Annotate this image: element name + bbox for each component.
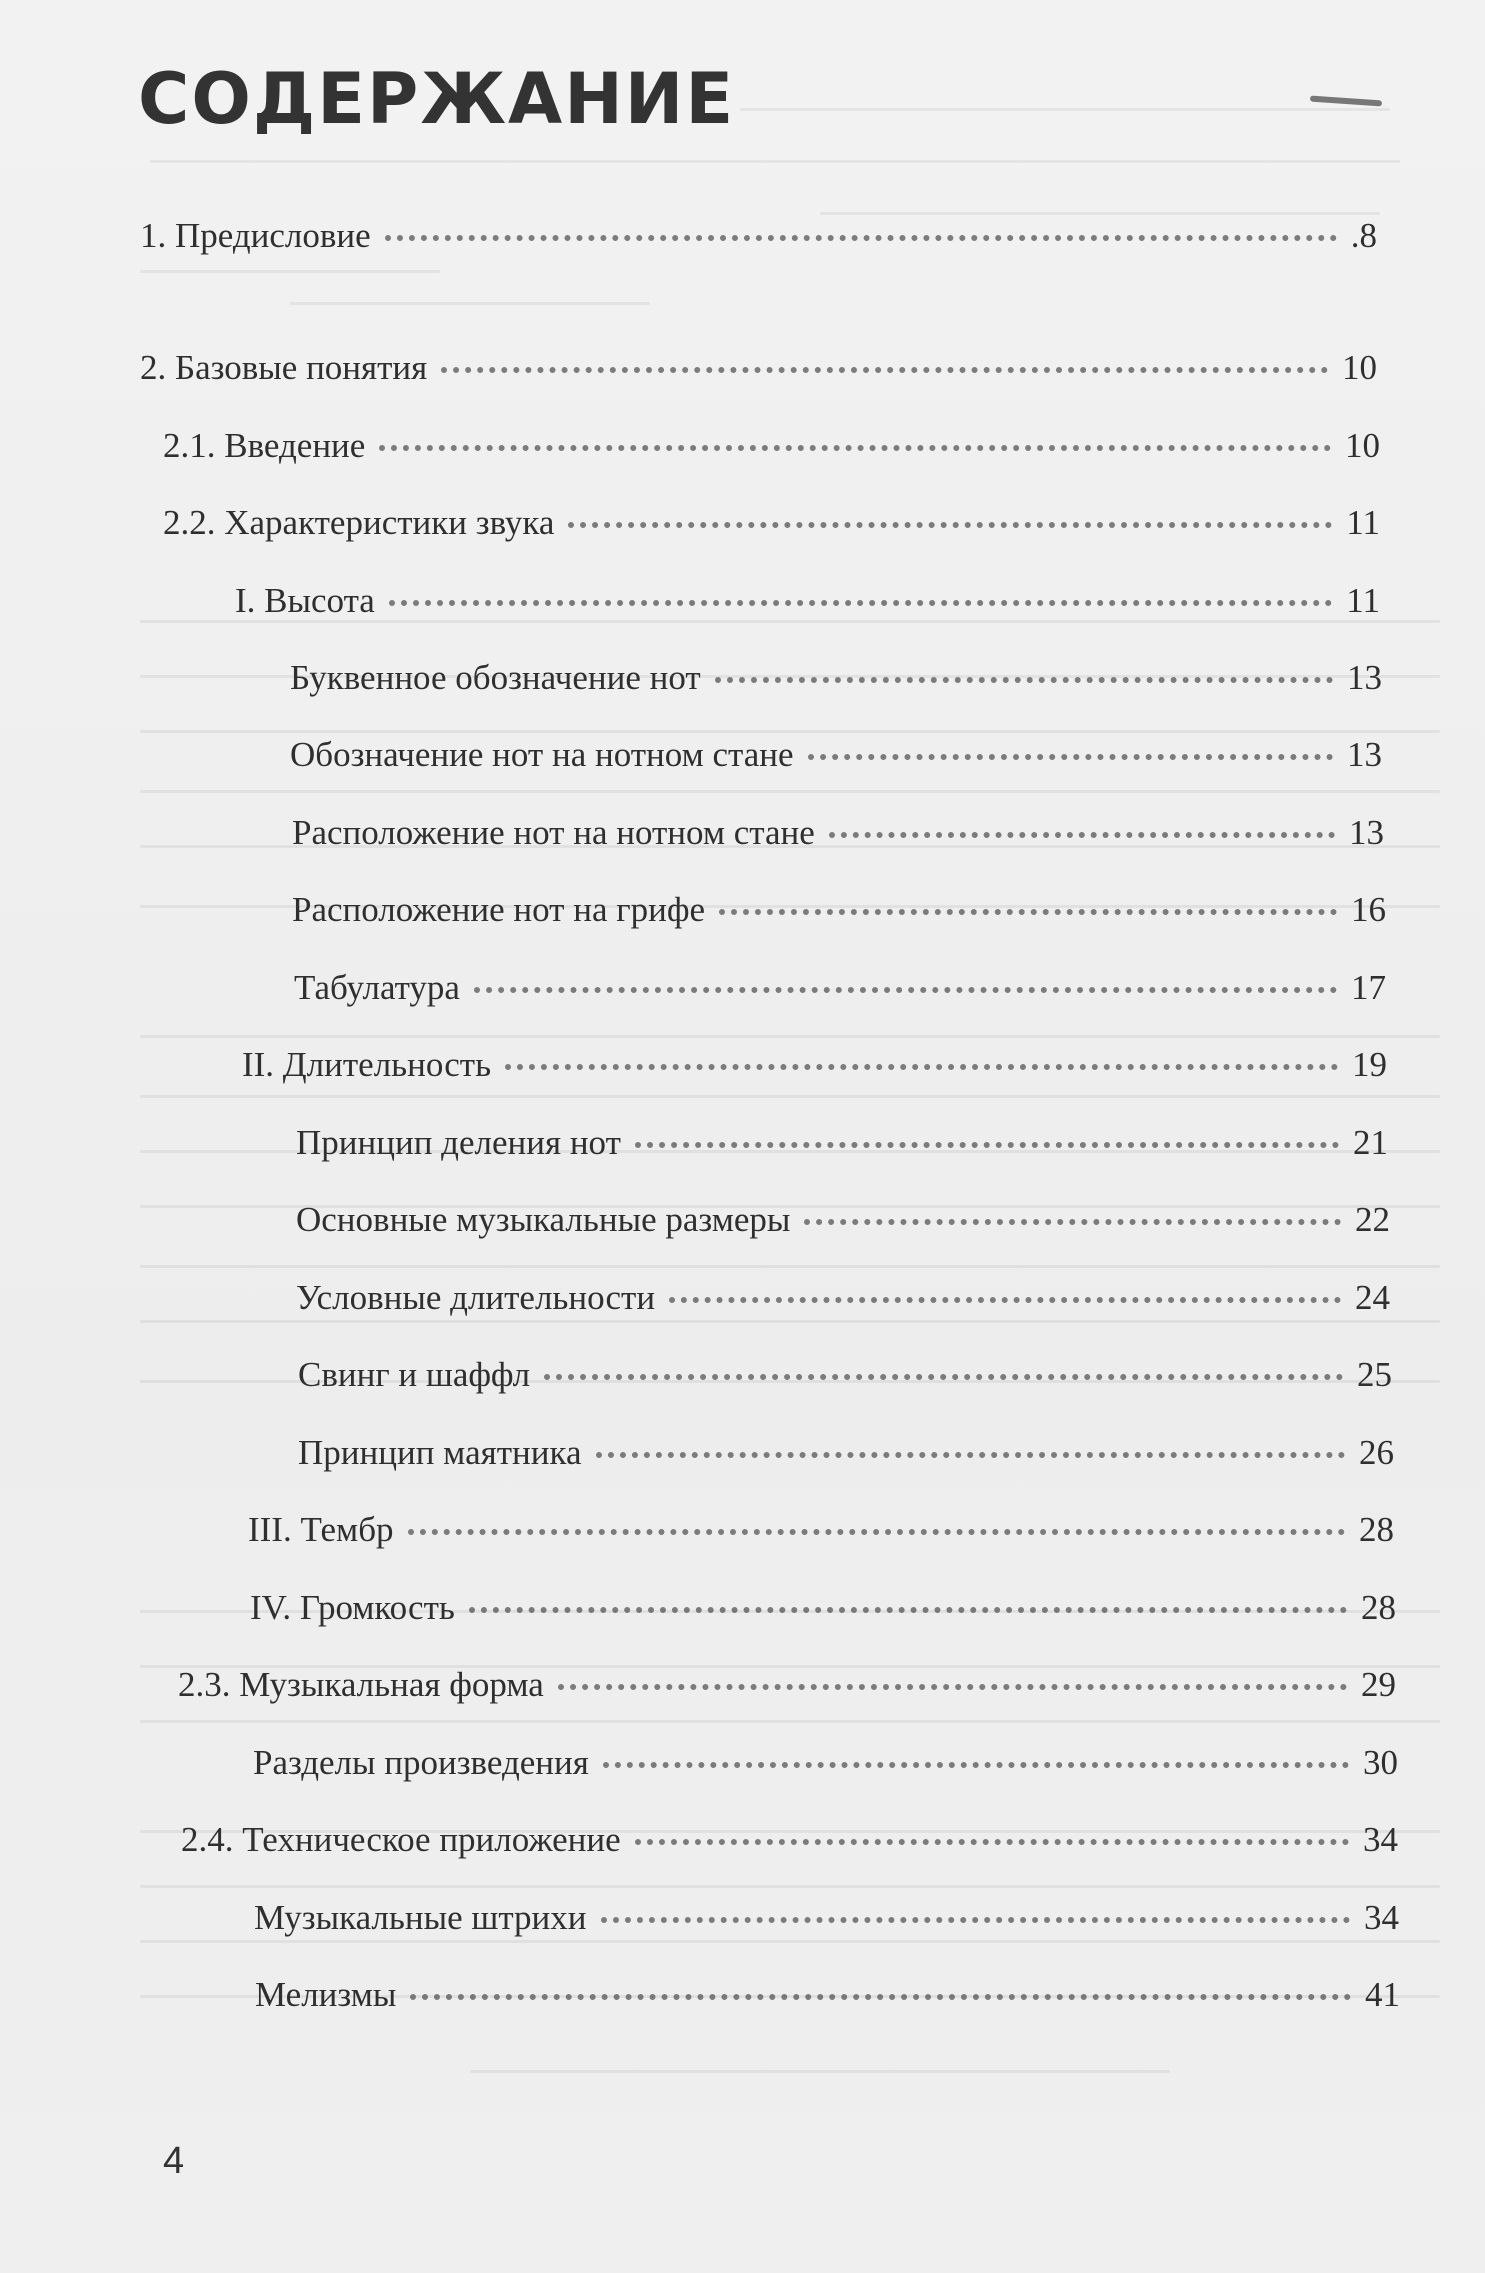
toc-entry <box>253 1745 1398 1780</box>
toc-leader-dots <box>603 1762 1349 1768</box>
toc-entry <box>163 428 1380 463</box>
toc-leader-dots <box>474 987 1337 993</box>
toc-entry-label: I. Высота <box>235 581 375 620</box>
toc-leader-dots <box>601 1917 1351 1923</box>
toc-entry-page: 30 <box>1363 1743 1398 1782</box>
toc-entry-page: 10 <box>1345 426 1380 465</box>
toc-entry-page: 13 <box>1347 658 1382 697</box>
toc-entry-page: 16 <box>1351 890 1386 929</box>
toc-entry-page: 17 <box>1351 968 1386 1007</box>
toc-entry-page: .8 <box>1350 216 1377 255</box>
toc-entry-label: 2.4. Техническое приложение <box>181 1820 621 1859</box>
toc-entry-page: 29 <box>1361 1665 1396 1704</box>
toc-leader-dots <box>389 600 1332 606</box>
toc-entry <box>235 583 1380 618</box>
toc-entry <box>290 737 1382 772</box>
toc-entry-page: 25 <box>1357 1355 1392 1394</box>
toc-entry <box>250 1590 1396 1625</box>
page-number: 4 <box>163 2140 185 2182</box>
toc-entry <box>294 970 1386 1005</box>
page-title: СОДЕРЖАНИЕ <box>138 58 736 140</box>
toc-entry-label: Табулатура <box>294 968 460 1007</box>
toc-entry-page: 28 <box>1361 1588 1396 1627</box>
toc-entry <box>290 660 1382 695</box>
toc-entry-label: Основные музыкальные размеры <box>296 1200 791 1239</box>
toc-entry-label: Принцип деления нот <box>296 1123 621 1162</box>
toc-entry-page: 10 <box>1342 348 1377 387</box>
toc-entry-page: 21 <box>1353 1123 1388 1162</box>
toc-leader-dots <box>808 754 1333 760</box>
toc-leader-dots <box>408 1529 1345 1535</box>
toc-leader-dots <box>804 1219 1341 1225</box>
toc-entry-label: 1. Предисловие <box>140 216 371 255</box>
toc-entry-label: 2.2. Характеристики звука <box>163 503 555 542</box>
toc-entry <box>298 1357 1392 1392</box>
toc-entry-page: 19 <box>1352 1045 1387 1084</box>
toc-entry <box>163 505 1380 540</box>
toc-entry-label: Условные длительности <box>296 1278 656 1317</box>
toc-entry <box>140 218 1377 253</box>
toc-leader-dots <box>719 909 1337 915</box>
toc-entry-label: II. Длительность <box>242 1045 492 1084</box>
toc-leader-dots <box>829 832 1335 838</box>
toc-entry-label: Буквенное обозначение нот <box>290 658 701 697</box>
toc-entry-page: 22 <box>1355 1200 1390 1239</box>
toc-entry-label: Мелизмы <box>255 1975 397 2014</box>
toc-leader-dots <box>410 1994 1351 2000</box>
toc-leader-dots <box>558 1684 1347 1690</box>
toc-entry <box>292 892 1386 927</box>
toc-entry-page: 28 <box>1359 1510 1394 1549</box>
toc-leader-dots <box>635 1839 1349 1845</box>
toc-leader-dots <box>669 1297 1341 1303</box>
toc-entry-label: 2.1. Введение <box>163 426 366 465</box>
toc-entry <box>242 1047 1387 1082</box>
toc-entry-label: 2. Базовые понятия <box>140 348 428 387</box>
toc-entry-page: 11 <box>1346 581 1380 620</box>
toc-leader-dots <box>379 445 1331 451</box>
toc-entry-page: 24 <box>1355 1278 1390 1317</box>
toc-entry-label: Свинг и шаффл <box>298 1355 531 1394</box>
toc-entry <box>255 1977 1400 2012</box>
toc-entry <box>298 1435 1394 1470</box>
toc-entry <box>296 1202 1390 1237</box>
toc-leader-dots <box>544 1374 1343 1380</box>
toc-entry-label: IV. Громкость <box>250 1588 455 1627</box>
toc-leader-dots <box>441 367 1328 373</box>
toc-entry-page: 41 <box>1365 1975 1400 2014</box>
toc-entry-label: Музыкальные штрихи <box>254 1898 587 1937</box>
toc-entry <box>296 1125 1388 1160</box>
toc-entry-label: III. Тембр <box>248 1510 394 1549</box>
toc-leader-dots <box>385 235 1337 241</box>
toc-entry <box>296 1280 1390 1315</box>
toc-entry-page: 11 <box>1346 503 1380 542</box>
toc-leader-dots <box>596 1452 1346 1458</box>
toc-leader-dots <box>469 1607 1347 1613</box>
toc-entry <box>178 1667 1396 1702</box>
toc-entry-label: 2.3. Музыкальная форма <box>178 1665 544 1704</box>
toc-entry <box>248 1512 1394 1547</box>
toc-entry-page: 26 <box>1359 1433 1394 1472</box>
toc-entry-label: Расположение нот на нотном стане <box>292 813 815 852</box>
toc-entry-label: Обозначение нот на нотном стане <box>290 735 794 774</box>
toc-entry-label: Расположение нот на грифе <box>292 890 706 929</box>
toc-entry-page: 34 <box>1363 1820 1398 1859</box>
toc-entry <box>140 350 1377 385</box>
toc-entry-label: Принцип маятника <box>298 1433 582 1472</box>
toc-leader-dots <box>635 1142 1339 1148</box>
toc-leader-dots <box>568 522 1332 528</box>
toc-entry-page: 34 <box>1364 1898 1399 1937</box>
toc-entry-page: 13 <box>1347 735 1382 774</box>
toc-entry <box>292 815 1384 850</box>
toc-entry-label: Разделы произведения <box>253 1743 589 1782</box>
toc-entry-page: 13 <box>1349 813 1384 852</box>
toc-leader-dots <box>505 1064 1338 1070</box>
toc-entry <box>254 1900 1399 1935</box>
toc-leader-dots <box>715 677 1333 683</box>
toc-entry <box>181 1822 1398 1857</box>
